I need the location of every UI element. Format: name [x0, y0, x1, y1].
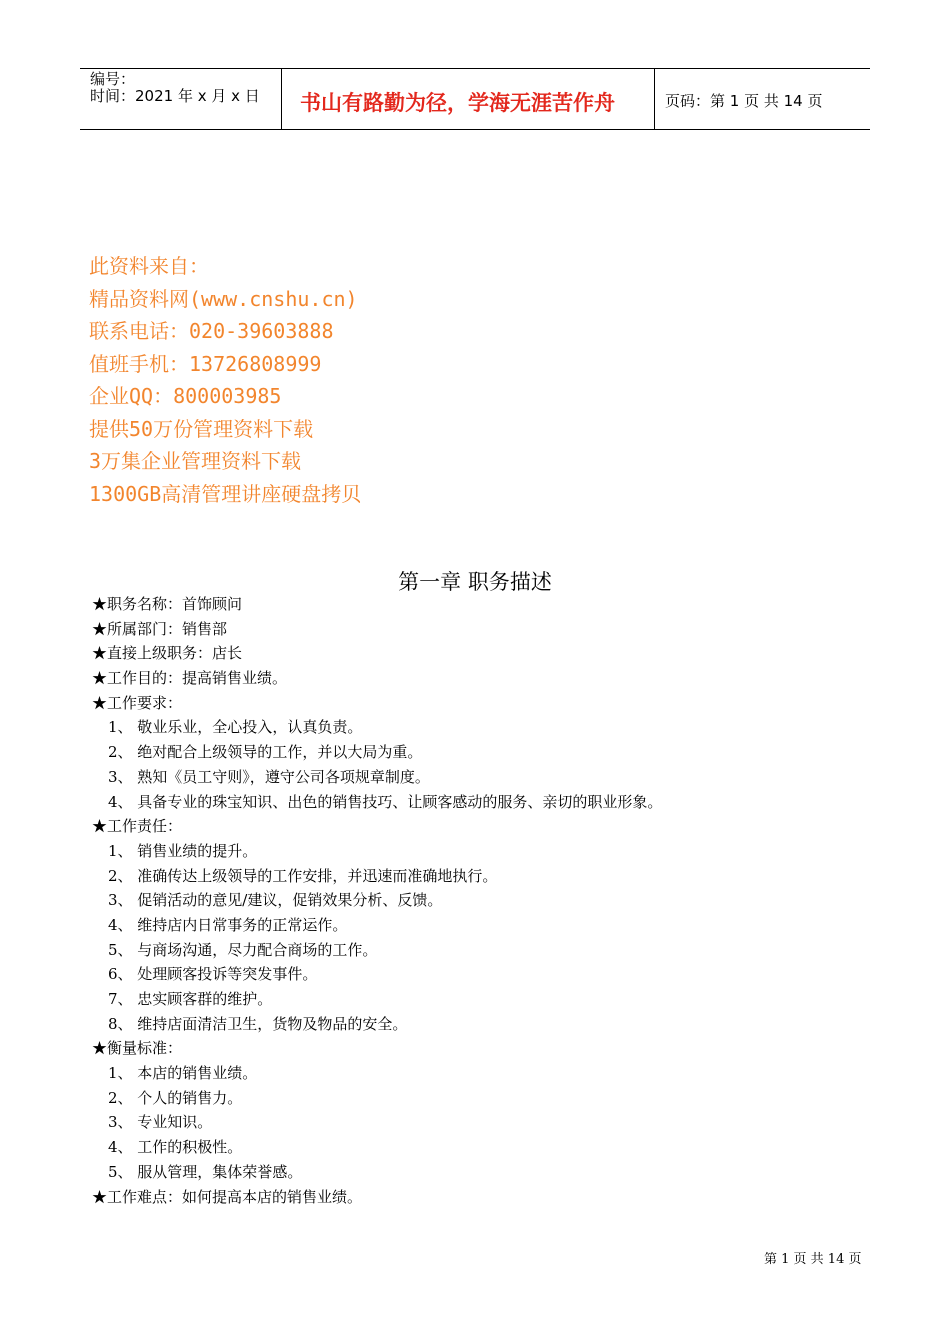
ad-line: 联系电话：020-39603888 [89, 319, 334, 343]
ad-line: 企业QQ：800003985 [89, 384, 282, 408]
list-item: 3、 专业知识。 [108, 1113, 213, 1132]
list-item: 1、 销售业绩的提升。 [108, 841, 258, 860]
number-label: 编号： [90, 70, 136, 88]
time-label: 时间：2021 年 x 月 x 日 [90, 87, 260, 105]
list-item: 4、 工作的积极性。 [108, 1138, 243, 1157]
ad-line: 值班手机：13726808999 [89, 351, 322, 376]
list-item: 3、 促销活动的意见/建议，促销效果分析、反馈。 [108, 891, 443, 910]
list-item: 4、 具备专业的珠宝知识、出色的销售技巧、让顾客感动的服务、亲切的职业形象。 [108, 792, 663, 811]
field-line: ★工作目的：提高销售业绩。 [92, 669, 288, 688]
header-middle-cell [282, 69, 655, 129]
list-item: 2、 绝对配合上级领导的工作，并以大局为重。 [108, 743, 423, 762]
list-item: 8、 维持店面清洁卫生，货物及物品的安全。 [108, 1014, 408, 1033]
document-body [92, 592, 662, 1209]
list-item: 1、 本店的销售业绩。 [108, 1064, 258, 1083]
list-item: 6、 处理顾客投诉等突发事件。 [108, 965, 318, 984]
header-right-cell [655, 69, 870, 129]
field-line: ★直接上级职务：店长 [92, 644, 243, 663]
section-heading: ★工作责任： [92, 817, 183, 836]
ad-line: 精品资料网(www.cnshu.cn) [89, 286, 358, 311]
list-item: 2、 准确传达上级领导的工作安排，并迅速而准确地执行。 [108, 866, 498, 885]
ad-block [89, 250, 361, 510]
list-item: 5、 服从管理，集体荣誉感。 [108, 1162, 303, 1181]
list-item: 4、 维持店内日常事务的正常运作。 [108, 915, 348, 934]
header-left-cell [80, 69, 282, 129]
page-footer: 第 1 页 共 14 页 [764, 1252, 862, 1267]
header-page-info: 页码：第 1 页 共 14 页 [665, 92, 823, 110]
list-item: 5、 与商场沟通，尽力配合商场的工作。 [108, 940, 378, 959]
section-heading: ★衡量标准： [92, 1039, 183, 1058]
field-line: ★工作难点：如何提高本店的销售业绩。 [92, 1187, 363, 1206]
motto: 书山有路勤为径，学海无涯苦作舟 [300, 90, 615, 115]
ad-line: 1300GB高清管理讲座硬盘拷贝 [89, 481, 362, 506]
field-line: ★所属部门：销售部 [92, 619, 228, 638]
section-heading: ★工作要求： [92, 693, 183, 712]
chapter-title: 第一章 职务描述 [398, 570, 552, 594]
page-header [80, 68, 870, 130]
ad-line: 此资料来自： [89, 254, 209, 278]
list-item: 2、 个人的销售力。 [108, 1088, 243, 1107]
field-line: ★职务名称：首饰顾问 [92, 595, 243, 613]
ad-line: 3万集企业管理资料下载 [89, 449, 302, 473]
list-item: 3、 熟知《员工守则》，遵守公司各项规章制度。 [108, 767, 430, 786]
list-item: 1、 敬业乐业，全心投入，认真负责。 [108, 718, 363, 737]
list-item: 7、 忠实顾客群的维护。 [108, 990, 273, 1008]
ad-line: 提供50万份管理资料下载 [89, 416, 314, 441]
